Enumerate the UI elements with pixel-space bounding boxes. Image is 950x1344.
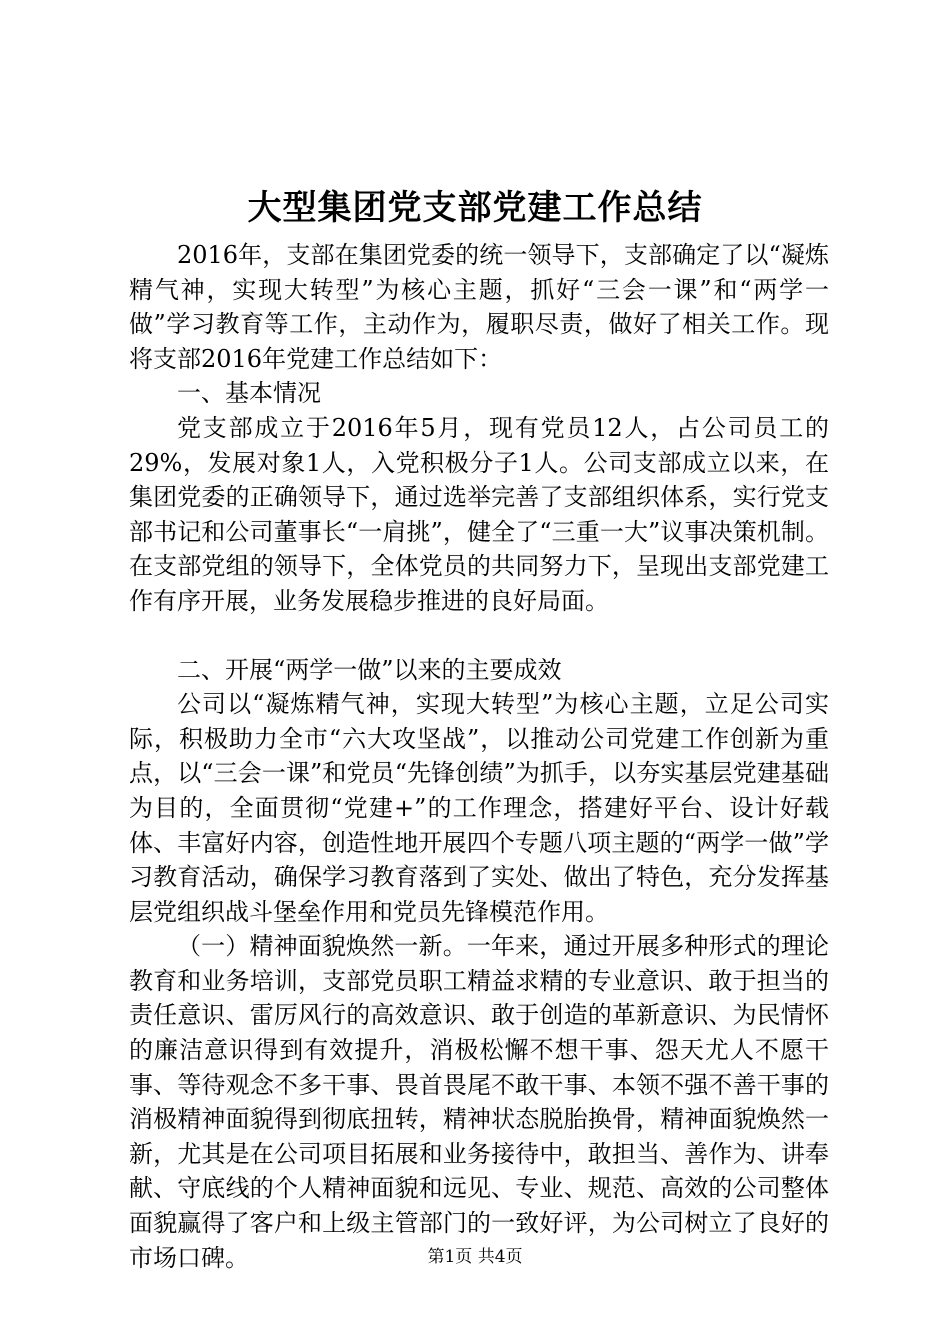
page-footer: 第1页 共4页 bbox=[427, 1247, 523, 1267]
section-heading-main-achievements: 二、开展“两学一做”以来的主要成效 bbox=[177, 655, 562, 684]
spirit-subsection-paragraph: （一）精神面貌焕然一新。一年来，通过开展多种形式的理论教育和业务培训，支部党员职工精益求精的专业意识、敢于担当的责任意识、雷厉风行的高效意识、敢于创造的革新意识、为民情怀的廉洁意识得到有效提升，消极松懈不想干事、怨天尤人不愿干事、等待观念不多干事、畏首畏尾不敢干事、本领不强不善干事的消极精神面貌得到彻底扭转，精神状态脱胎换骨，精神面貌焕然一新，尤其是在公司项目拓展和业务接待中，敢担当、善作为、讲奉献、守底线的个人精神面貌和远见、专业、规范、高效的公司整体面貌赢得了客户和上级主管部门的一致好评，为公司树立了良好的市场口碑。 bbox=[129, 932, 829, 1272]
document-title: 大型集团党支部党建工作总结 bbox=[247, 188, 703, 228]
main-achievements-paragraph: 公司以“凝炼精气神，实现大转型”为核心主题，立足公司实际，积极助力全市“六大攻坚战”，以推动公司党建工作创新为重点，以“三会一课”和党员“先锋创绩”为抓手，以夯实基层党建基础为目的，全面贯彻“党建+”的工作理念，搭建好平台、设计好载体、丰富好内容，创造性地开展四个专题八项主题的“两学一做”学习教育活动，确保学习教育落到了实处、做出了特色，充分发挥基层党组织战斗堡垒作用和党员先锋模范作用。 bbox=[129, 690, 829, 926]
document-body bbox=[129, 238, 829, 1275]
basic-situation-paragraph: 党支部成立于2016年5月，现有党员12人，占公司员工的29%，发展对象1人，入党积极分子1人。公司支部成立以来，在集团党委的正确领导下，通过选举完善了支部组织体系，实行党支部书记和公司董事长“一肩挑”，健全了“三重一大”议事决策机制。在支部党组的领导下，全体党员的共同努力下，呈现出支部党建工作有序开展，业务发展稳步推进的良好局面。 bbox=[129, 413, 829, 615]
section-heading-basic-situation: 一、基本情况 bbox=[177, 379, 321, 408]
intro-paragraph: 2016年，支部在集团党委的统一领导下，支部确定了以“凝炼精气神，实现大转型”为核心主题，抓好“三会一课”和“两学一做”学习教育等工作，主动作为，履职尽责，做好了相关工作。现将支部2016年党建工作总结如下： bbox=[129, 241, 829, 373]
